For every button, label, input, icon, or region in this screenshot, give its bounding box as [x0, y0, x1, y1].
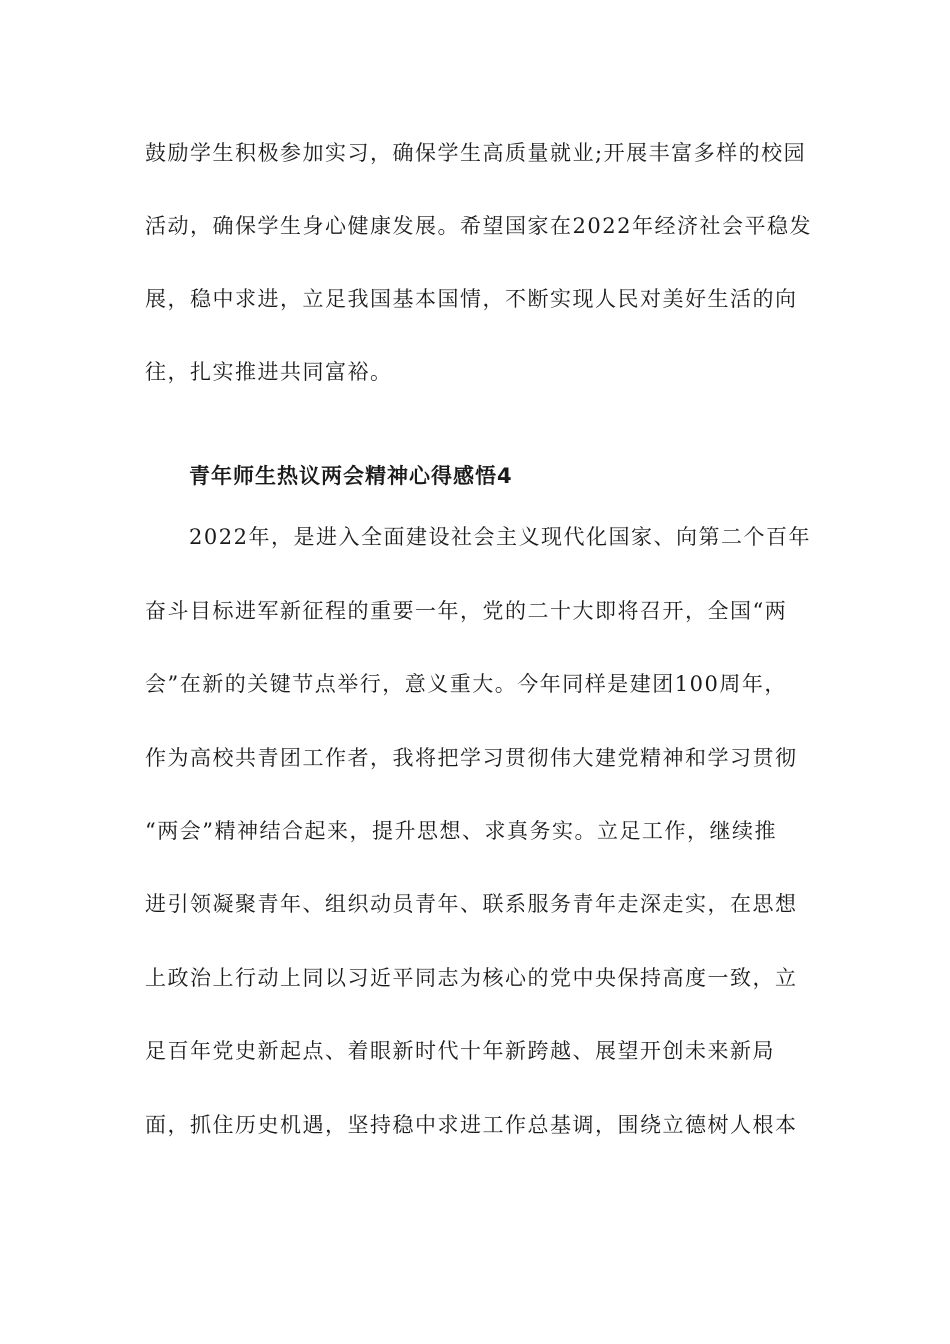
paragraph-line: 活动，确保学生身心健康发展。希望国家在2022年经济社会平稳发: [145, 214, 812, 238]
paragraph-line: “两会”精神结合起来，提升思想、求真务实。立足工作，继续推: [145, 819, 777, 843]
paragraph-line: 面，抓住历史机遇，坚持稳中求进工作总基调，围绕立德树人根本: [145, 1113, 798, 1137]
paragraph-line: 奋斗目标进军新征程的重要一年，党的二十大即将召开，全国“两: [145, 599, 788, 623]
paragraph-line: 足百年党史新起点、着眼新时代十年新跨越、展望开创未来新局: [145, 1039, 775, 1063]
section-heading: 青年师生热议两会精神心得感悟4: [189, 464, 513, 488]
paragraph-line: 作为高校共青团工作者，我将把学习贯彻伟大建党精神和学习贯彻: [145, 746, 798, 770]
paragraph-line: 往，扎实推进共同富裕。: [145, 360, 393, 384]
paragraph-line: 进引领凝聚青年、组织动员青年、联系服务青年走深走实，在思想: [145, 892, 798, 916]
paragraph-line: 2022年，是进入全面建设社会主义现代化国家、向第二个百年: [189, 525, 811, 549]
paragraph-line: 展，稳中求进，立足我国基本国情，不断实现人民对美好生活的向: [145, 287, 798, 311]
paragraph-line: 上政治上行动上同以习近平同志为核心的党中央保持高度一致，立: [145, 966, 798, 990]
paragraph-line: 会”在新的关键节点举行，意义重大。今年同样是建团100周年，: [145, 672, 787, 696]
paragraph-line: 鼓励学生积极参加实习，确保学生高质量就业;开展丰富多样的校园: [145, 141, 807, 165]
